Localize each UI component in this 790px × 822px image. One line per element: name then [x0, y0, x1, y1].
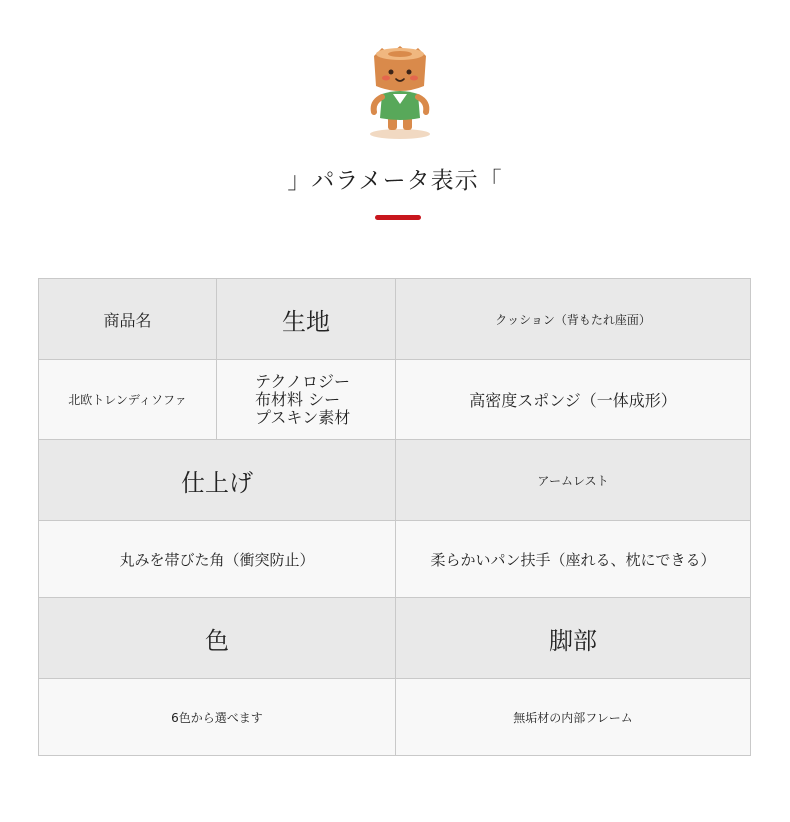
wooden-stump-mascot-icon — [360, 42, 440, 142]
table-cell-armrest-label: アームレスト — [396, 440, 750, 520]
table-row — [39, 598, 750, 679]
table-cell-armrest-value: 柔らかいパン扶手（座れる、枕にできる） — [396, 521, 750, 597]
table-cell-legs-value: 無垢材の内部フレーム — [396, 679, 750, 755]
table-row — [39, 360, 750, 440]
table-row — [39, 679, 750, 755]
table-cell-product-name-label: 商品名 — [39, 279, 217, 359]
table-row — [39, 440, 750, 521]
title-underline — [375, 215, 421, 220]
table-cell-legs-label: 脚部 — [396, 598, 750, 678]
table-row — [39, 521, 750, 598]
table-cell-color-value: 6色から選べます — [39, 679, 396, 755]
parameter-table — [38, 278, 751, 756]
table-cell-fabric-value: テクノロジー 布材料 シー プスキン素材 — [217, 360, 396, 439]
table-cell-color-label: 色 — [39, 598, 396, 678]
table-cell-finish-value: 丸みを帯びた角（衝突防止） — [39, 521, 396, 597]
table-cell-finish-label: 仕上げ — [39, 440, 396, 520]
table-cell-cushion-value: 高密度スポンジ（一体成形） — [396, 360, 750, 439]
table-cell-product-name-value: 北欧トレンディソファ — [39, 360, 217, 439]
page-title: 」パラメータ表示「 — [287, 168, 503, 194]
table-cell-fabric-label: 生地 — [217, 279, 396, 359]
table-row — [39, 279, 750, 360]
table-cell-cushion-label: クッション（背もたれ座面） — [396, 279, 750, 359]
